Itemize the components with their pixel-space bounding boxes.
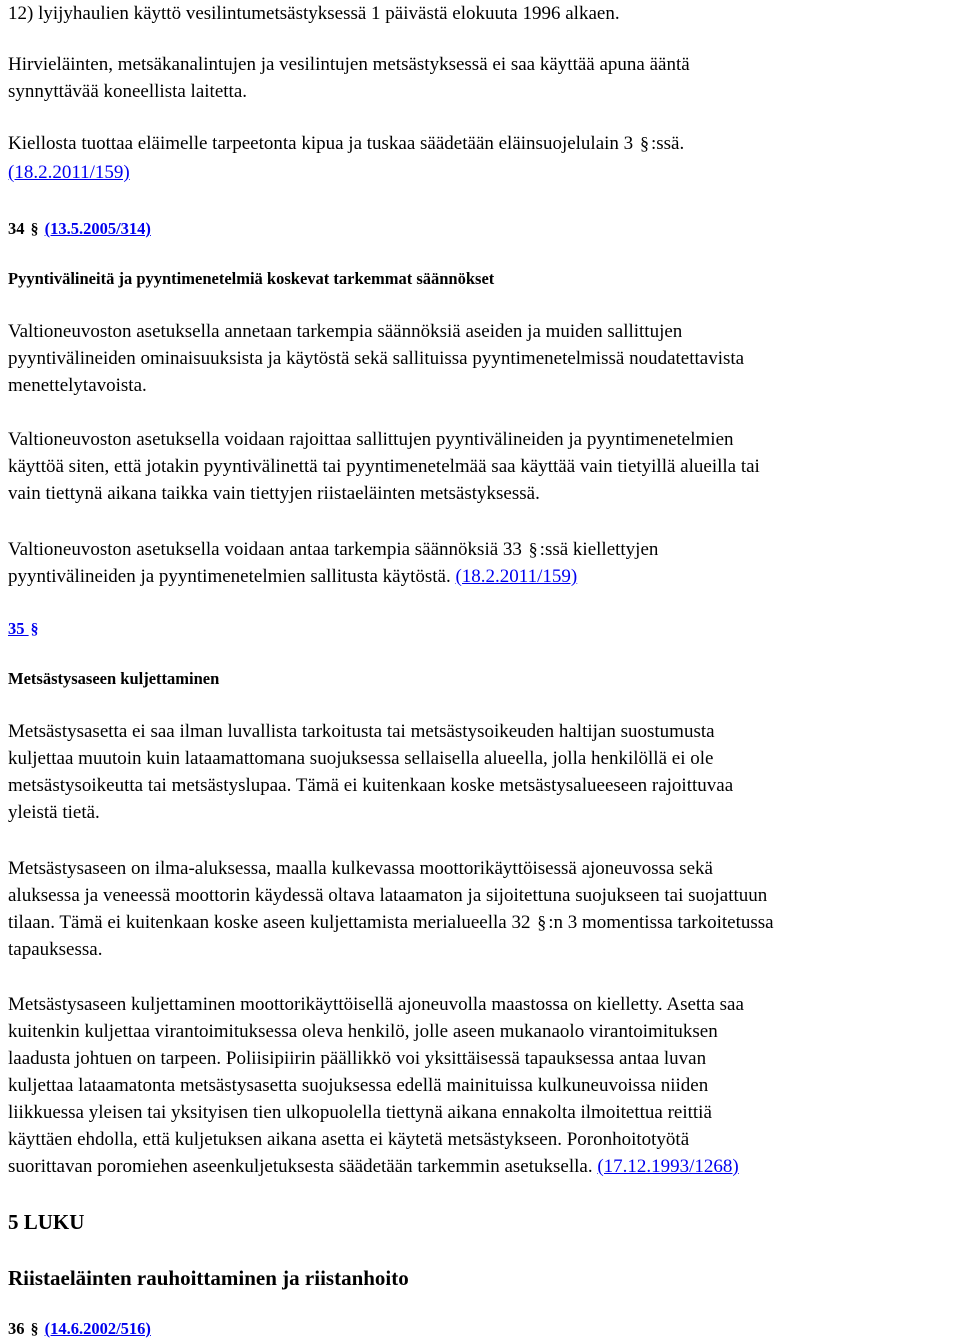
section-number: 34	[8, 219, 25, 238]
section-sign: §	[639, 133, 649, 153]
paragraph-line	[8, 909, 774, 936]
paragraph-line	[8, 855, 713, 882]
amendment-link[interactable]: (17.12.1993/1268)	[597, 1156, 739, 1177]
chapter-title	[8, 1209, 84, 1235]
text: Hirvieläinten, metsäkanalintujen ja vesilintujen metsästyksessä ei saa käyttää apuna ääntä	[8, 54, 690, 75]
heading-text: Metsästysaseen kuljettaminen	[8, 669, 220, 688]
amendment-link[interactable]: (18.2.2011/159)	[455, 566, 578, 587]
paragraph-line	[8, 51, 690, 78]
paragraph-line	[8, 453, 760, 480]
heading-text: Pyyntivälineitä ja pyyntimenetelmiä koskevat tarkemmat säännökset	[8, 269, 495, 288]
paragraph-line	[8, 372, 147, 399]
amendment-link[interactable]: (18.2.2011/159)	[8, 162, 130, 183]
section-sign: §	[30, 1321, 39, 1338]
text: :n 3 momentissa tarkoitetussa	[548, 912, 774, 933]
section-number-34	[8, 218, 151, 241]
text: suorittavan poromiehen aseenkuljetuksesta säädetään tarkemmin asetuksella.	[8, 1156, 593, 1177]
section-number: 36	[8, 1319, 25, 1338]
text: Valtioneuvoston asetuksella annetaan tarkempia säännöksiä aseiden ja muiden sallittujen	[8, 321, 683, 342]
text: tapauksessa.	[8, 939, 103, 960]
text: liikkuessa yleisen tai yksityisen tien ulkopuolella tiettynä aikana ennakolta ilmoitettua reittiä	[8, 1102, 712, 1123]
text: menettelytavoista.	[8, 375, 147, 396]
section-sign: §	[528, 539, 538, 559]
text: yleistä tietä.	[8, 802, 100, 823]
text: Metsästysaseen kuljettaminen moottorikäyttöisellä ajoneuvolla maastossa on kielletty. Asetta saa	[8, 994, 744, 1015]
paragraph-line	[8, 480, 540, 507]
text: Metsästysaseen on ilma-aluksessa, maalla kulkevassa moottorikäyttöisessä ajoneuvossa sekä	[8, 858, 713, 879]
paragraph-line	[8, 1126, 689, 1153]
paragraph-line	[8, 882, 767, 909]
text: Valtioneuvoston asetuksella voidaan antaa tarkempia säännöksiä 33	[8, 539, 522, 560]
text: :ssä kiellettyjen	[539, 539, 659, 560]
text: :ssä.	[650, 133, 685, 154]
text: tilaan. Tämä ei kuitenkaan koske aseen kuljettamista merialueella 32	[8, 912, 531, 933]
chapter-subtitle	[8, 1265, 409, 1291]
chapter-subtitle-text: Riistaeläinten rauhoittaminen ja riistanhoito	[8, 1266, 409, 1290]
section-heading	[8, 668, 219, 690]
text: laadusta johtuen on tarpeen. Poliisipiirin päällikkö voi yksittäisessä tapauksessa antaa luvan	[8, 1048, 707, 1069]
text: käyttäen ehdolla, että kuljetuksen aikana asetta ei käytetä metsästykseen. Poronhoitotyötä	[8, 1129, 690, 1150]
paragraph-line	[8, 318, 682, 345]
paragraph-line	[8, 772, 733, 799]
text: vain tiettynä aikana taikka vain tiettyjen riistaeläinten metsästyksessä.	[8, 483, 540, 504]
text: aluksessa ja veneessä moottorin käydessä oltava lataamaton ja sijoitettuna suojukseen tai suojattuun	[8, 885, 768, 906]
paragraph-line	[8, 745, 713, 772]
section-number-35	[8, 618, 40, 641]
text: pyyntivälineiden ominaisuuksista ja käytöstä sekä sallituissa pyyntimenetelmissä noudatettavista	[8, 348, 745, 369]
text: metsästysoikeutta tai metsästyslupaa. Tämä ei kuitenkaan koske metsästysalueeseen rajoittuvaa	[8, 775, 734, 796]
paragraph-line	[8, 799, 100, 826]
chapter-title-text: 5 LUKU	[8, 1210, 85, 1234]
amendment-link[interactable]: (13.5.2005/314)	[44, 219, 151, 238]
paragraph-line	[8, 1072, 708, 1099]
paragraph-line	[8, 1099, 712, 1126]
paragraph-line	[8, 130, 684, 157]
section-sign: §	[537, 912, 547, 932]
text: käyttöä siten, että jotakin pyyntivälinettä tai pyyntimenetelmää saa käyttää vain tietyillä alueilla tai	[8, 456, 760, 477]
paragraph-line	[8, 536, 658, 563]
section-35-link[interactable]	[8, 619, 40, 638]
section-heading	[8, 268, 494, 290]
paragraph-line	[8, 159, 130, 186]
paragraph-line	[8, 563, 577, 590]
text: Valtioneuvoston asetuksella voidaan rajoittaa sallittujen pyyntivälineiden ja pyyntimenetelmien	[8, 429, 734, 450]
section-sign: §	[30, 221, 39, 238]
amendment-link[interactable]: (14.6.2002/516)	[44, 1319, 151, 1338]
paragraph-line	[8, 426, 734, 453]
section-number: 35	[8, 619, 25, 638]
text: Kiellosta tuottaa eläimelle tarpeetonta kipua ja tuskaa säädetään eläinsuojelulain 3	[8, 133, 634, 154]
paragraph-line	[8, 345, 744, 372]
paragraph-line	[8, 936, 102, 963]
paragraph-line	[8, 0, 620, 27]
text: synnyttävää koneellista laitetta.	[8, 81, 248, 102]
section-sign: §	[30, 621, 39, 638]
text: kuitenkin kuljettaa virantoimituksessa oleva henkilö, jolle aseen mukanaolo virantoimituksen	[8, 1021, 718, 1042]
section-number-36	[8, 1318, 151, 1341]
text: pyyntivälineiden ja pyyntimenetelmien sallitusta käytöstä.	[8, 566, 451, 587]
text: Metsästysasetta ei saa ilman luvallista tarkoitusta tai metsästysoikeuden haltijan suostumusta	[8, 721, 715, 742]
text: 12) lyijyhaulien käyttö vesilintumetsästyksessä 1 päivästä elokuuta 1996 alkaen.	[8, 3, 620, 24]
paragraph-line	[8, 718, 715, 745]
text: kuljettaa lataamatonta metsästysasetta suojuksessa edellä mainituissa kulkuneuvoissa niiden	[8, 1075, 709, 1096]
paragraph-line	[8, 1045, 706, 1072]
paragraph-line	[8, 1018, 718, 1045]
paragraph-line	[8, 1153, 739, 1180]
paragraph-line	[8, 991, 744, 1018]
paragraph-line	[8, 78, 247, 105]
text: kuljettaa muutoin kuin lataamattomana suojuksessa sellaisella alueella, jolla henkilöllä ei ole	[8, 748, 714, 769]
